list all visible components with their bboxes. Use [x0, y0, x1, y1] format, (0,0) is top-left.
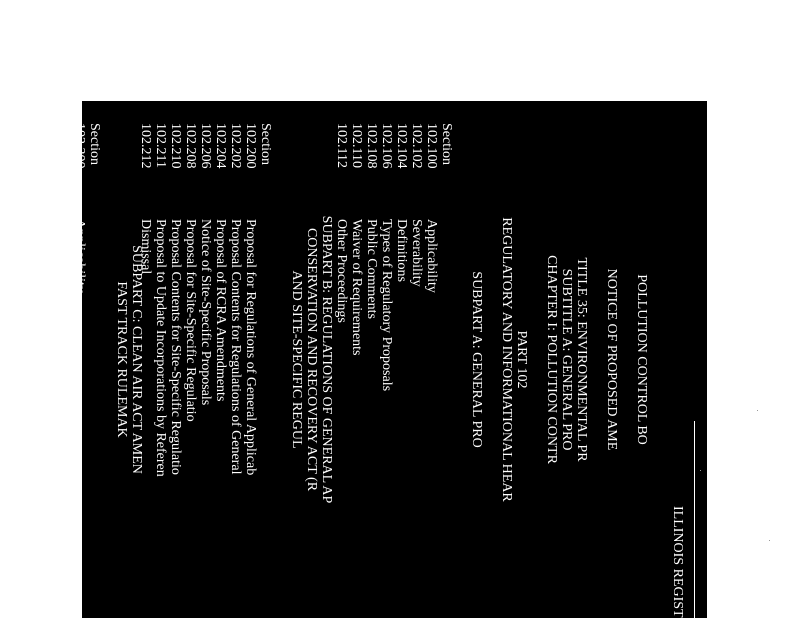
subpart-b-heading-3: AND SITE-SPECIFIC REGUL: [289, 270, 304, 449]
scan-speck: [769, 540, 770, 541]
subpart-a-section-list: [334, 123, 454, 391]
title-line-2: SUBTITLE A: GENERAL PRO: [559, 268, 574, 451]
section-row: 102.211Proposal to Update Incorporations by Referen: [153, 123, 168, 477]
subpart-b-heading-2: CONSERVATION AND RECOVERY ACT (R: [304, 227, 319, 492]
section-row: 102.302Agency Proposal: [57, 123, 72, 316]
section-row: 102.106Types of Regulatory Proposals: [379, 123, 394, 392]
section-row: 102.300Applicability: [72, 123, 87, 293]
section-row: 102.100Applicability: [424, 123, 439, 293]
section-row: 102.110Waiver of Requirements: [349, 123, 364, 356]
section-label: Section: [258, 123, 273, 165]
section-row: 102.102Severability: [409, 123, 424, 287]
subpart-a-heading: SUBPART A: GENERAL PRO: [469, 271, 484, 448]
part-number: PART 102: [514, 330, 529, 389]
subpart-c-heading-1: SUBPART C: CLEAN AIR ACT AMEN: [129, 245, 144, 474]
scan-speck: [700, 470, 701, 471]
document-page: [27, 101, 707, 636]
agency-name: POLLUTION CONTROL BO: [634, 274, 649, 445]
title-line-3: CHAPTER I: POLLUTION CONTR: [544, 255, 559, 464]
section-row: 102.304Hearings: [42, 123, 57, 270]
section-row: 102.204Proposal of RCRA Amendments: [213, 123, 228, 402]
section-row: 102.206Notice of Site-Specific Proposals: [198, 123, 213, 406]
scan-speck: [757, 410, 758, 411]
subpart-c-heading-2: FAST TRACK RULEMAK: [114, 281, 129, 438]
section-label: Section: [87, 123, 102, 165]
section-row: 102.200Proposal for Regulations of General Applicab: [243, 123, 258, 476]
section-row: 102.112Other Proceedings: [334, 123, 349, 323]
subpart-b-section-list: [138, 123, 289, 477]
part-name: REGULATORY AND INFORMATIONAL HEAR: [499, 217, 514, 502]
section-row: 102.202Proposal Contents for Regulations of General: [228, 123, 243, 475]
section-row: 102.104Definitions: [394, 123, 409, 282]
notice-line: NOTICE OF PROPOSED AME: [604, 268, 619, 451]
section-row: 102.208Proposal for Site-Specific Regulatio: [183, 123, 198, 422]
section-row: 102.108Public Comments: [364, 123, 379, 319]
section-label: Section: [439, 123, 454, 165]
section-row: 102.212Dismissal: [138, 123, 153, 275]
register-header: ILLINOIS REGISTER: [670, 506, 685, 636]
section-row: 102.210Proposal Contents for Site-Specific Regulatio: [168, 123, 183, 475]
section-row: 102.306Prefiled Testimony: [27, 123, 42, 326]
title-line-1: TITLE 35: ENVIRONMENTAL PR: [574, 257, 589, 462]
subpart-b-heading-1: SUBPART B: REGULATIONS OF GENERAL AP: [319, 215, 334, 504]
header-rule: [694, 421, 695, 621]
scanned-page-image: [27, 101, 707, 636]
subpart-c-section-list: [27, 123, 102, 325]
